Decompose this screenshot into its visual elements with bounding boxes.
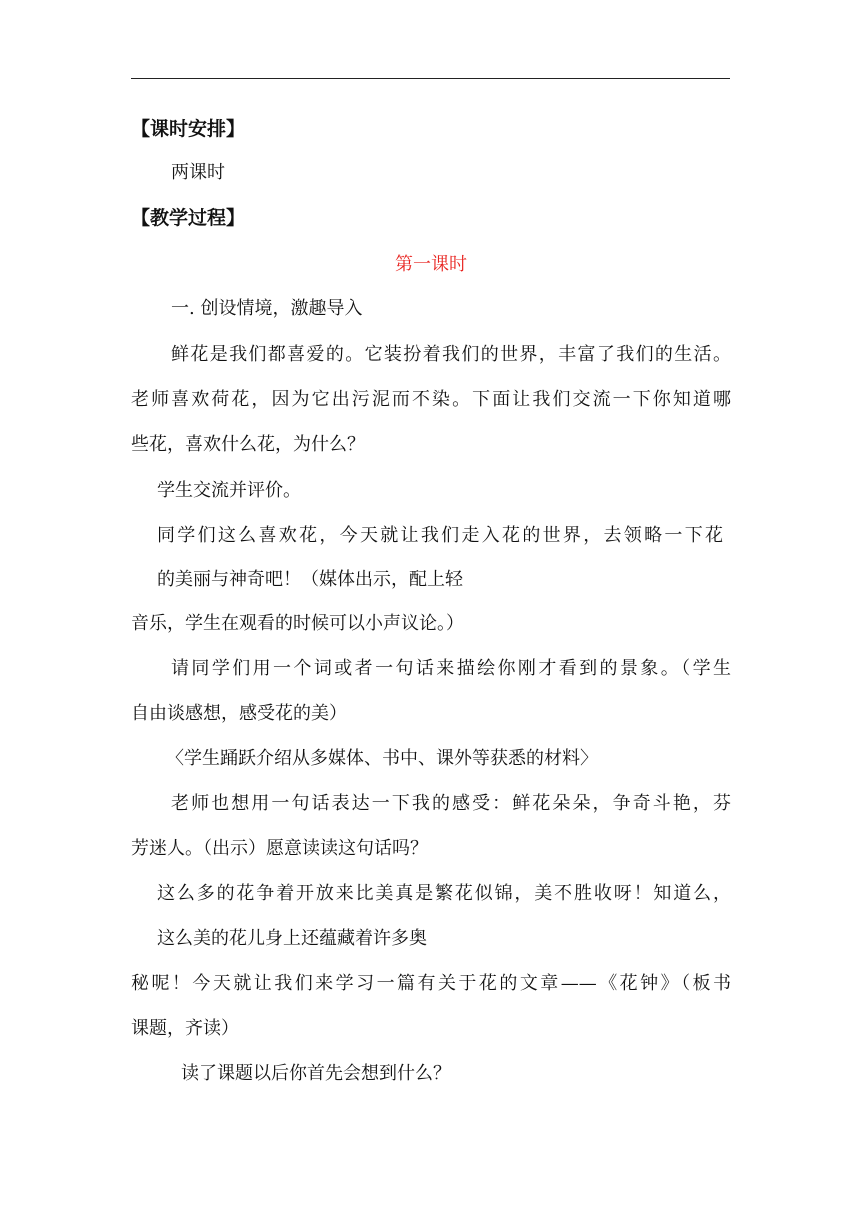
lesson-title: 第一课时 <box>395 254 467 275</box>
paragraph-line: 读了课题以后你首先会想到什么？ <box>181 1063 451 1084</box>
section-heading: 一. 创设情境，激趣导入 <box>171 298 363 319</box>
header-rule <box>131 78 730 79</box>
paragraph-line: 的美丽与神奇吧！（媒体出示，配上轻 <box>157 569 463 590</box>
paragraph-line: 这么多的花争着开放来比美真是繁花似锦，美不胜收呀！知道么， <box>157 883 731 904</box>
heading-process: 【教学过程】 <box>131 207 246 229</box>
paragraph-line: 自由谈感想，感受花的美） <box>131 703 347 724</box>
paragraph-line: 秘呢！今天就让我们来学习一篇有关于花的文章——《花钟》（板书 <box>131 973 731 994</box>
paragraph-line: 请同学们用一个词或者一句话来描绘你刚才看到的景象。（学生 <box>171 658 731 679</box>
paragraph-line: 音乐，学生在观看的时候可以小声议论。） <box>131 613 464 634</box>
paragraph-line: 课题，齐读） <box>131 1018 239 1039</box>
paragraph-line: 芳迷人。（出示）愿意读读这句话吗？ <box>131 838 428 859</box>
paragraph-line: 鲜花是我们都喜爱的。它装扮着我们的世界，丰富了我们的生活。 <box>171 344 731 365</box>
paragraph-line: 老师也想用一句话表达一下我的感受：鲜花朵朵，争奇斗艳，芬 <box>171 793 731 814</box>
heading-schedule: 【课时安排】 <box>131 118 246 140</box>
paragraph-line: 同学们这么喜欢花，今天就让我们走入花的世界，去领略一下花 <box>157 525 723 546</box>
paragraph-line: 学生交流并评价。 <box>157 480 301 501</box>
paragraph-line: 些花，喜欢什么花，为什么？ <box>131 434 365 455</box>
paragraph-line: 〈学生踊跃介绍从多媒体、书中、课外等获悉的材料〉 <box>166 748 598 769</box>
paragraph-line: 这么美的花儿身上还蕴藏着许多奥 <box>157 928 427 949</box>
paragraph-line: 老师喜欢荷花，因为它出污泥而不染。下面让我们交流一下你知道哪 <box>131 389 731 410</box>
schedule-value: 两课时 <box>171 162 225 183</box>
